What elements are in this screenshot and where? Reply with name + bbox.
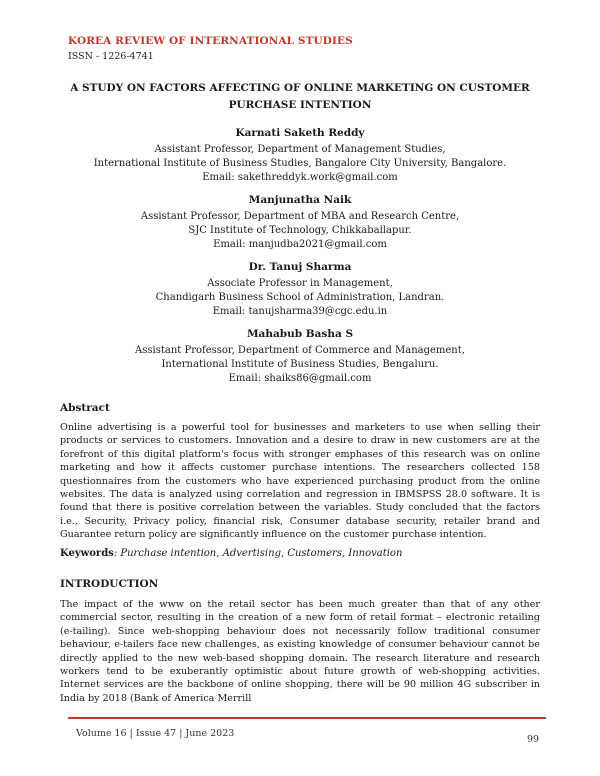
author-name: Manjunatha Naik <box>248 194 352 206</box>
journal-name: KOREA REVIEW OF INTERNATIONAL STUDIES <box>68 35 353 47</box>
abstract-text: Online advertising is a powerful tool for businesses and marketers to use when selling their products or services to customers. Innovation and a desire to draw in new customers are at the forefront of this digital platform's focus with stronger emphases of this research was on online marketing and how it affects customer purchase intentions. The researchers collected 158 questionnaires from the customers who have experienced purchasing product from the online websites. The data is analyzed using correlation and regression in IBMSPSS 28.0 software. It is found that there is positive correlation between the variables. Study concluded that the factors i.e., Security, Privacy policy, financial risk, Consumer database security, retailer brand and Guarantee return policy are significantly influence on the customer purchase intention. <box>60 422 540 541</box>
author-affiliation: International Institute of Business Studies, Bengaluru. <box>161 359 439 370</box>
author-email: Email: sakethreddyk.work@gmail.com <box>202 172 398 183</box>
author-position: Assistant Professor, Department of Management Studies, <box>154 144 446 155</box>
page-number: 99 <box>527 734 540 745</box>
footer-divider <box>68 717 546 719</box>
author-affiliation: Chandigarh Business School of Administration, Landran. <box>155 292 445 303</box>
author-name: Mahabub Basha S <box>246 328 354 340</box>
author-affiliation: International Institute of Business Studies, Bangalore City University, Bangalore. <box>93 158 507 169</box>
paper-title: A STUDY ON FACTORS AFFECTING OF ONLINE MARKETING ON CUSTOMER PURCHASE INTENTION <box>70 82 530 111</box>
author-position: Associate Professor in Management, <box>207 278 393 289</box>
author-position: Assistant Professor, Department of Commerce and Management, <box>135 345 465 356</box>
author-block <box>0 125 600 185</box>
keywords <box>60 548 540 559</box>
author-email: Email: tanujsharma39@cgc.edu.in <box>212 306 388 317</box>
introduction-text: The impact of the www on the retail sector has been much greater than that of any other commercial sector, resulting in the creation of a new form of retail format – electronic retailing (e-tailing). Since web-shopping behaviour does not necessarily follow traditional consumer behaviour, e-tailers face new challenges, as existing knowledge of consumer behaviour cannot be directly applied to the new web-based shopping domain. The research literature and research workers tend to be exuberantly optimistic about future growth of web-shopping activities. Internet services are the backbone of online shopping, there will be 90 million 4G subscriber in India by 2018 (Bank of America Merrill <box>60 599 540 704</box>
abstract-heading: Abstract <box>60 402 110 414</box>
author-block <box>0 259 600 319</box>
author-block <box>0 192 600 252</box>
author-email: Email: manjudba2021@gmail.com <box>213 239 387 250</box>
author-name: Karnati Saketh Reddy <box>235 127 365 139</box>
keywords-label: Keywords <box>60 548 114 559</box>
introduction-heading: INTRODUCTION <box>60 578 159 590</box>
author-email: Email: shaiks86@gmail.com <box>228 373 372 384</box>
author-block <box>0 326 600 386</box>
footer-volume: Volume 16 | Issue 47 | June 2023 <box>76 728 235 739</box>
author-position: Assistant Professor, Department of MBA and Research Centre, <box>140 211 460 222</box>
author-affiliation: SJC Institute of Technology, Chikkaballapur. <box>188 225 412 236</box>
keywords-values: : Purchase intention, Advertising, Customers, Innovation <box>113 548 403 559</box>
author-name: Dr. Tanuj Sharma <box>248 261 352 273</box>
issn: ISSN - 1226-4741 <box>68 51 154 62</box>
